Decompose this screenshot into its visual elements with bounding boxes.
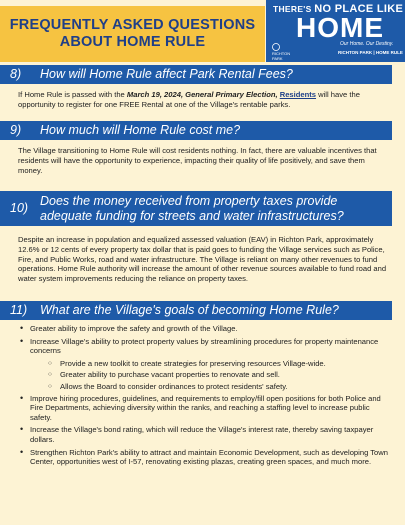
list-item: • Greater ability to improve the safety and growth of the Village.	[18, 324, 390, 334]
logo-tagline: Our Home. Our Destiny.	[340, 41, 394, 47]
list-item: • Improve hiring procedures, guidelines, and requirements to employ/fill open positions for both Police and Fire Departments, achieving diversity within the ranks, and reaching a staffing level to increase public safety.	[18, 394, 390, 423]
list-item: • Increase Village's ability to protect property values by streamlining procedures for property maintenance concerns	[18, 337, 390, 356]
question-number: 9)	[10, 123, 22, 137]
question-number: 8)	[10, 67, 22, 81]
page-header	[0, 0, 405, 62]
answer-text-end: will have the opportunity to register for one FREE Rental at one of the Village's rentable parks.	[18, 90, 360, 109]
faq-answer-10	[18, 235, 390, 284]
sub-list-item: ○ Greater ability to purchase vacant properties to renovate and sell.	[18, 370, 390, 380]
question-number: 10)	[10, 201, 29, 215]
logo-subline: RICHTON PARK | HOME RULE	[338, 50, 403, 55]
question-text: How much will Home Rule cost me?	[40, 123, 241, 137]
sub-list-item: ○ Allows the Board to consider ordinances to protect residents' safety.	[18, 382, 390, 392]
faq-question-11	[0, 301, 392, 320]
page-title-line-2: ABOUT HOME RULE	[59, 34, 206, 50]
list-item: • Increase the Village's bond rating, which will reduce the Village's interest rate, thereby saving taxpayer dollars.	[18, 425, 390, 444]
logo-mark-text: RICHTON PARK	[272, 51, 291, 61]
answer-text: Despite an increase in population and equalized assessed valuation (EAV) in Richton Park, approximately 12.6% or 12 cents of every property tax dollar that is paid goes to funding the Village services such as Police, Fire, and Public Works, road and water infrastructure. The Village is reliant on many other revenues to fund operations. Home Rule authority will increase the amount of other revenue sources available to fund road and water system improvements reducing the reliance on property taxes.	[18, 235, 387, 284]
question-text: Does the money received from property taxes provide adequate funding for streets and water infrastructures?	[40, 193, 344, 223]
faq-answer-8	[18, 90, 390, 110]
question-number: 11)	[10, 303, 28, 317]
faq-question-10	[0, 191, 392, 226]
logo-no-place-like: NO PLACE LIKE	[314, 3, 404, 15]
page-title	[0, 6, 265, 62]
village-seal-icon	[272, 43, 296, 61]
goals-list	[18, 324, 390, 470]
question-text: How will Home Rule affect Park Rental Fees?	[40, 67, 293, 81]
home-rule-logo	[266, 0, 405, 62]
logo-home-word: HOME	[296, 12, 384, 43]
list-item: • Strengthen Richton Park's ability to attract and maintain Economic Development, such as developing Town Center, opportunities west of I-57, renovating existing plazas, creating green spaces, and much more.	[18, 448, 390, 467]
question-text: What are the Village's goals of becoming Home Rule?	[40, 303, 339, 317]
residents-link-text: Residents	[279, 90, 317, 99]
page-title-line-1: FREQUENTLY ASKED QUESTIONS	[9, 17, 256, 33]
election-date-text: March 19, 2024, General Primary Election,	[126, 90, 278, 99]
answer-text: If Home Rule is passed with the	[18, 90, 127, 99]
faq-question-8	[0, 65, 392, 84]
faq-answer-9	[18, 146, 390, 175]
faq-question-9	[0, 121, 392, 140]
answer-text: The Village transitioning to Home Rule will cost residents nothing. In fact, there are valuable incentives that residents will have the opportunity to experience, impacting their quality of life positively, and save them money.	[18, 146, 377, 175]
sub-list-item: ○ Provide a new toolkit to create strategies for preserving resources Village-wide.	[18, 359, 390, 369]
logo-theres: THERE'S	[273, 4, 312, 14]
